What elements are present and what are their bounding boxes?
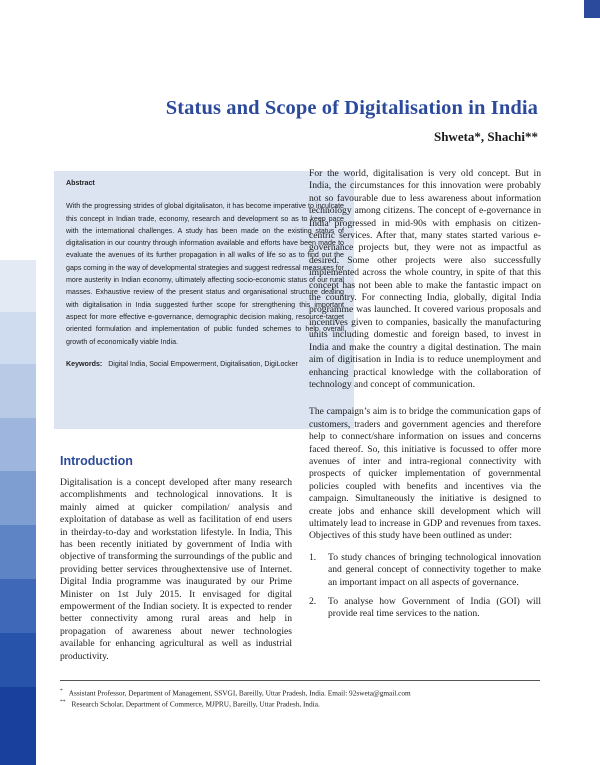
right-column [309,168,541,628]
corner-tab [584,0,600,18]
list-item-number: 1. [309,551,317,563]
footnote-mark: * [60,688,63,694]
list-item-number: 2. [309,596,317,607]
footnote-text: Assistant Professor, Department of Management, SSVGI, Bareilly, Uttar Pradesh, India. Email: 92sweta@gmail.com [68,688,411,698]
keywords-list: Digital India, Social Empowerment, Digitalisation, DigiLocker [108,359,298,368]
side-stripe-7 [0,579,36,633]
right-paragraph-2: The campaign’s aim is to bridge the communication gaps of customers, traders and government agencies and therefore help to connect/share information on issues and concerns faced thereof. So, this initiative is focussed to offer more avenues of inter and intra-regional connectivity with prospects of quicker implementation of governmental policies coupled with benefits and incentives via the campaign. Simultaneously the initiative is designed to create jobs and enhance skill development which will ultimately lead to increase in GDP and revenues from taxes. Objectives of this study have been outlined as under: [309,406,541,542]
side-stripe-3 [0,364,36,418]
side-stripe-9 [0,687,36,765]
paper-authors: Shweta*, Shachi** [433,129,538,144]
right-paragraph-1: For the world, digitalisation is very old concept. But in India, the circumstances for this innovation were probably not so favourable due to less awareness about information technology among citizens. The concept of e-governance in India progressed in mid-90s with emphasis on citizen-centric services. After that, many states started various e-governance projects but, they were not as impactful as desired. Some other projects were also successfully implemented across the whole country, in spite of that this concept has not been able to make the fantastic impact on the country. For connecting India, globally, digital India programme was launched. It covered various proposals and incentives given to companies, basically the manufacturing units including domestic and foreign based, to invest in India and make the country a digital destination. The main aim of digitisation in India is to reduce unemployment and enhancing practical knowledge with the collaboration of technology and concept of communication. [309,168,541,390]
introduction-paragraph: Digitalisation is a concept developed after many research accomplishments and technological innovations. It is mainly aimed at quicker compilation/ analysis and exploitation of database as well as facilitation of end users in theirday-to-day and workstation lifestyle. In India, This has been recently initiated by government of India with objective of transforming the surroundings of the public and providing better services throughextensive use of Internet. Digital India programme was inaugurated by our Prime Minister on 1st July 2015. It envisaged for digital empowerment of the Indian society. It is expected to render better connectivity among rural areas and help in propagation of awareness about newer technologies available for enhancing agricultural as well as industrial productivity. [60,477,292,662]
abstract-body: With the progressing strides of global digitalisaton, it has become imperative to inculcate this concept in Indian trade, economy, research and development so as to keep pace with the international challenges. A study has been made on the existing status of digitalisation in our country through information available and efforts have been made to evaluate the avenues of its further propagation in all walks of life so as to find out the gaps coming in the way of developmental strategies and suggest redressal measures for more austerity in Indian economy, ultimately affecting socio-economic status of our rural masses. Exhaustive review of the present status and organisational structure dealing with digitalisation in India suggested further scope for strengthening this important aspect for more effective e-governance, demographic decision making, resource-target oriented formulation and implementation of public funded schemes to help overall growth of economically viable India. [66,202,344,346]
side-stripe-8 [0,633,36,687]
side-stripe-1 [0,260,36,312]
left-column [60,477,292,663]
side-stripe-5 [0,471,36,525]
paper-title: Status and Scope of Digitalisation in India [165,97,538,119]
side-stripe-6 [0,525,36,579]
objectives-list [309,552,541,621]
side-stripe-4 [0,418,36,471]
side-stripe-2 [0,312,36,364]
footnote-2 [60,697,320,709]
footnote-text: Research Scholar, Department of Commerce, MJPRU, Bareilly, Uttar Pradesh, India. [71,699,320,709]
list-item-text: To study chances of bringing technological innovation and general concept of connectivity together to make an important impact on all aspects of governance. [328,551,541,588]
footnote-mark: ** [60,699,66,705]
introduction-heading: Introduction [60,454,133,468]
list-item [309,552,541,589]
keywords-label: Keywords: [66,359,103,368]
list-item [309,596,541,621]
footnote-divider [60,680,540,681]
keywords [66,358,344,370]
list-item-text: To analyse how Government of India (GOI) will provide real time services to the nation. [328,596,541,620]
abstract-heading: Abstract [66,179,95,187]
